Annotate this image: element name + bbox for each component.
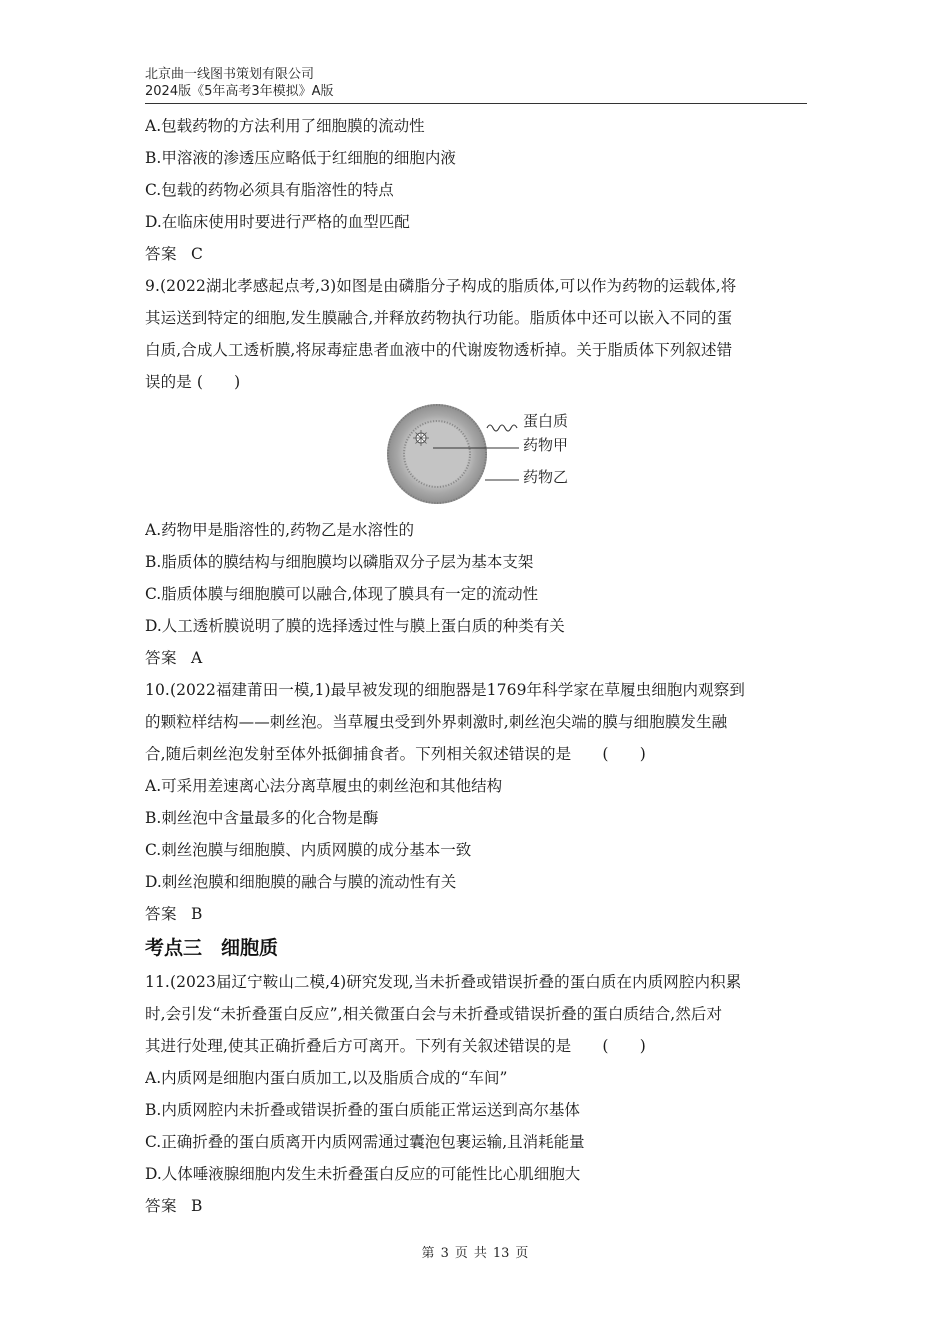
footer-total-pages: 13 [492,1246,510,1261]
q11-answer-value: B [191,1197,203,1215]
footer-word-ye-2: 页 [515,1246,529,1261]
q8-option-c: C.包载的药物必须具有脂溶性的特点 [145,181,394,199]
q11-answer [145,1190,807,1222]
q9-option-b: B.脂质体的膜结构与细胞膜均以磷脂双分子层为基本支架 [145,553,534,571]
page-footer [0,1246,950,1262]
q9-option-a: A.药物甲是脂溶性的,药物乙是水溶性的 [145,521,415,539]
q10-answer-label: 答案 [145,905,178,923]
q11-stem-line-2: 时,会引发“未折叠蛋白反应”,相关微蛋白会与未折叠或错误折叠的蛋白质结合,然后对 [145,1005,723,1023]
q8-answer [145,238,807,270]
q8-answer-label: 答案 [145,245,178,263]
q11-option-a: A.内质网是细胞内蛋白质加工,以及脂质合成的“车间” [145,1069,508,1087]
q9-stem-line-3: 白质,合成人工透析膜,将尿毒症患者血液中的代谢废物透析掉。关于脂质体下列叙述错 [145,341,733,359]
q10-stem-line-2: 的颗粒样结构——刺丝泡。当草履虫受到外界刺激时,刺丝泡尖端的膜与细胞膜发生融 [145,713,728,731]
q11-stem-line-1: 11.(2023届辽宁鞍山二模,4)研究发现,当未折叠或错误折叠的蛋白质在内质网腔内积累 [145,973,742,991]
q9-option-d: D.人工透析膜说明了膜的选择透过性与膜上蛋白质的种类有关 [145,617,565,635]
q10-option-a: A.可采用差速离心法分离草履虫的刺丝泡和其他结构 [145,777,503,795]
q8-option-d: D.在临床使用时要进行严格的血型匹配 [145,213,410,231]
question-8 [145,110,807,270]
header-edition: 2024版《5年高考3年模拟》A版 [145,84,334,99]
q9-answer-label: 答案 [145,649,178,667]
q9-stem-line-2: 其运送到特定的细胞,发生膜融合,并释放药物执行功能。脂质体中还可以嵌入不同的蛋 [145,309,733,327]
page-header [145,66,807,100]
q10-answer-value: B [191,905,203,923]
q8-option-a: A.包载药物的方法利用了细胞膜的流动性 [145,117,425,135]
q10-stem-line-1: 10.(2022福建莆田一模,1)最早被发现的细胞器是1769年科学家在草履虫细胞内观察到 [145,681,745,699]
liposome-figure [145,398,807,514]
q10-option-d: D.刺丝泡膜和细胞膜的融合与膜的流动性有关 [145,873,457,891]
question-10 [145,674,807,930]
question-9 [145,270,807,674]
footer-word-gong: 共 [473,1246,487,1261]
q10-stem-line-3: 合,随后刺丝泡发射至体外抵御捕食者。下列相关叙述错误的是 ( ) [145,745,646,763]
q10-answer [145,898,807,930]
q8-option-b: B.甲溶液的渗透压应略低于红细胞的细胞内液 [145,149,456,167]
q9-answer-value: A [191,649,203,667]
q9-answer [145,642,807,674]
question-11 [145,966,807,1222]
footer-word-di: 第 [421,1246,435,1261]
q9-stem-line-4: 误的是 ( ) [145,373,241,391]
page-content [145,110,807,1222]
header-company: 北京曲一线图书策划有限公司 [145,67,315,82]
q9-stem-line-1: 9.(2022湖北孝感起点考,3)如图是由磷脂分子构成的脂质体,可以作为药物的运载体,将 [145,277,737,295]
q10-option-b: B.刺丝泡中含量最多的化合物是酶 [145,809,379,827]
q11-option-c: C.正确折叠的蛋白质离开内质网需通过囊泡包裹运输,且消耗能量 [145,1133,585,1151]
q11-option-b: B.内质网腔内未折叠或错误折叠的蛋白质能正常运送到高尔基体 [145,1101,580,1119]
q9-option-c: C.脂质体膜与细胞膜可以融合,体现了膜具有一定的流动性 [145,585,539,603]
label-drug-b: 药物乙 [523,468,569,486]
q8-answer-value: C [191,245,204,263]
q11-stem-line-3: 其进行处理,使其正确折叠后方可离开。下列有关叙述错误的是 ( ) [145,1037,646,1055]
label-drug-a: 药物甲 [523,436,569,454]
label-protein: 蛋白质 [523,412,569,430]
q10-option-c: C.刺丝泡膜与细胞膜、内质网膜的成分基本一致 [145,841,472,859]
section-heading: 考点三 细胞质 [145,937,279,959]
q11-option-d: D.人体唾液腺细胞内发生未折叠蛋白反应的可能性比心肌细胞大 [145,1165,581,1183]
footer-word-ye: 页 [454,1246,468,1261]
footer-page-number: 3 [440,1246,449,1261]
q11-answer-label: 答案 [145,1197,178,1215]
protein-leader [487,425,517,431]
header-divider [145,103,807,104]
